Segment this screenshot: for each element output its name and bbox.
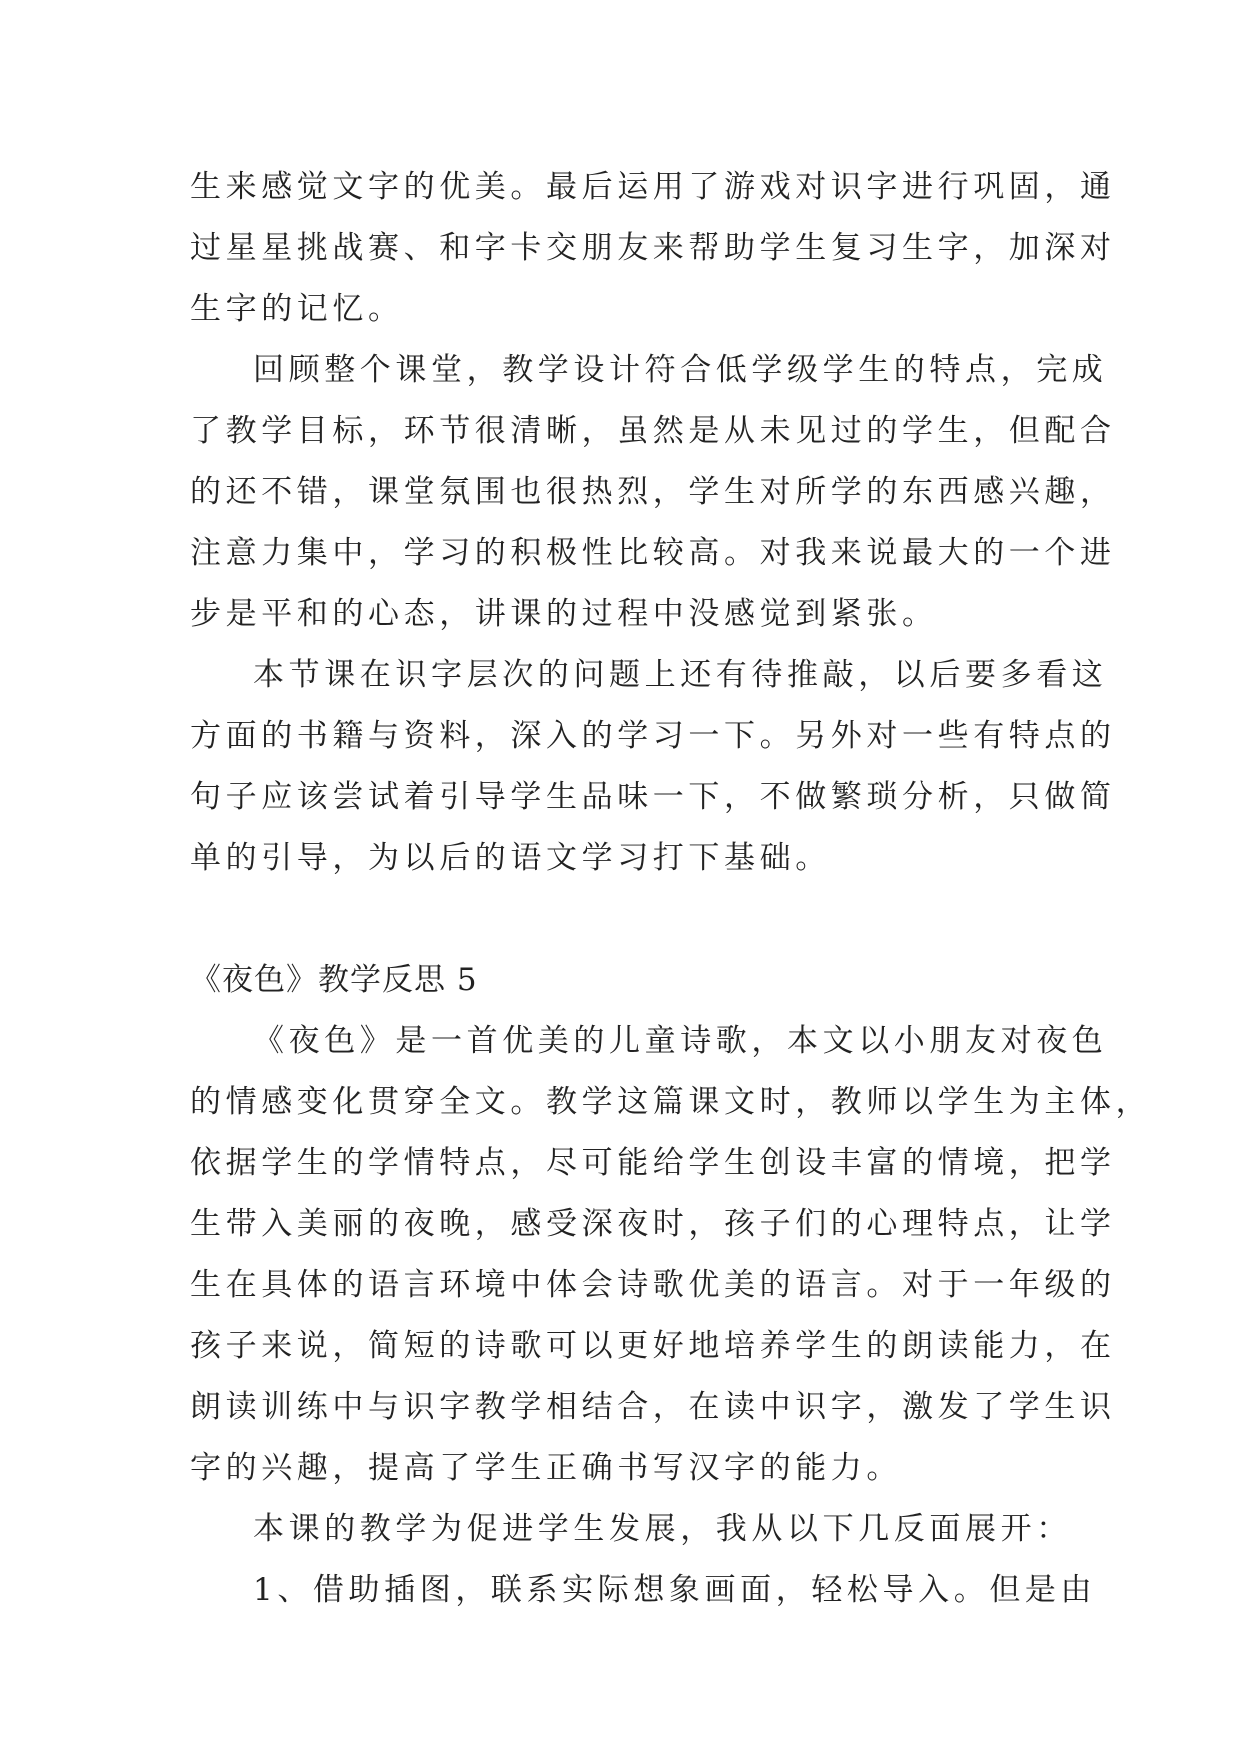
paragraph-line: 单的引导，为以后的语文学习打下基础。 xyxy=(190,840,831,876)
paragraph-line: 注意力集中，学习的积极性比较高。对我来说最大的一个进 xyxy=(190,535,1116,571)
paragraph-line: 方面的书籍与资料，深入的学习一下。另外对一些有特点的 xyxy=(190,718,1116,754)
paragraph-line: 的情感变化贯穿全文。教学这篇课文时，教师以学生为主体， xyxy=(190,1084,1152,1120)
paragraph-line: 本课的教学为促进学生发展，我从以下几反面展开： xyxy=(253,1511,1072,1547)
paragraph-line: 的还不错，课堂氛围也很热烈，学生对所学的东西感兴趣， xyxy=(190,474,1116,510)
paragraph-line: 了教学目标，环节很清晰，虽然是从未见过的学生，但配合 xyxy=(190,413,1116,449)
paragraph-line: 《夜色》是一首优美的儿童诗歌，本文以小朋友对夜色 xyxy=(253,1023,1108,1059)
paragraph-line: 依据学生的学情特点，尽可能给学生创设丰富的情境，把学 xyxy=(190,1145,1116,1181)
paragraph-line: 1、借助插图，联系实际想象画面，轻松导入。但是由 xyxy=(253,1572,1097,1608)
paragraph-line: 回顾整个课堂，教学设计符合低学级学生的特点，完成 xyxy=(253,352,1108,388)
paragraph-line: 生字的记忆。 xyxy=(190,291,404,327)
paragraph-line: 句子应该尝试着引导学生品味一下，不做繁琐分析，只做简 xyxy=(190,779,1116,815)
paragraph-line: 朗读训练中与识字教学相结合，在读中识字，激发了学生识 xyxy=(190,1389,1116,1425)
paragraph-line: 过星星挑战赛、和字卡交朋友来帮助学生复习生字，加深对 xyxy=(190,230,1116,266)
paragraph-line: 孩子来说，简短的诗歌可以更好地培养学生的朗读能力，在 xyxy=(190,1328,1116,1364)
paragraph-line: 生来感觉文字的优美。最后运用了游戏对识字进行巩固，通 xyxy=(190,169,1116,205)
paragraph-line: 生在具体的语言环境中体会诗歌优美的语言。对于一年级的 xyxy=(190,1267,1116,1303)
paragraph-line: 本节课在识字层次的问题上还有待推敲，以后要多看这 xyxy=(253,657,1108,693)
section-title: 《夜色》教学反思 5 xyxy=(190,962,478,998)
paragraph-line: 字的兴趣，提高了学生正确书写汉字的能力。 xyxy=(190,1450,902,1486)
paragraph-line: 步是平和的心态，讲课的过程中没感觉到紧张。 xyxy=(190,596,938,632)
paragraph-line: 生带入美丽的夜晚，感受深夜时，孩子们的心理特点，让学 xyxy=(190,1206,1116,1242)
